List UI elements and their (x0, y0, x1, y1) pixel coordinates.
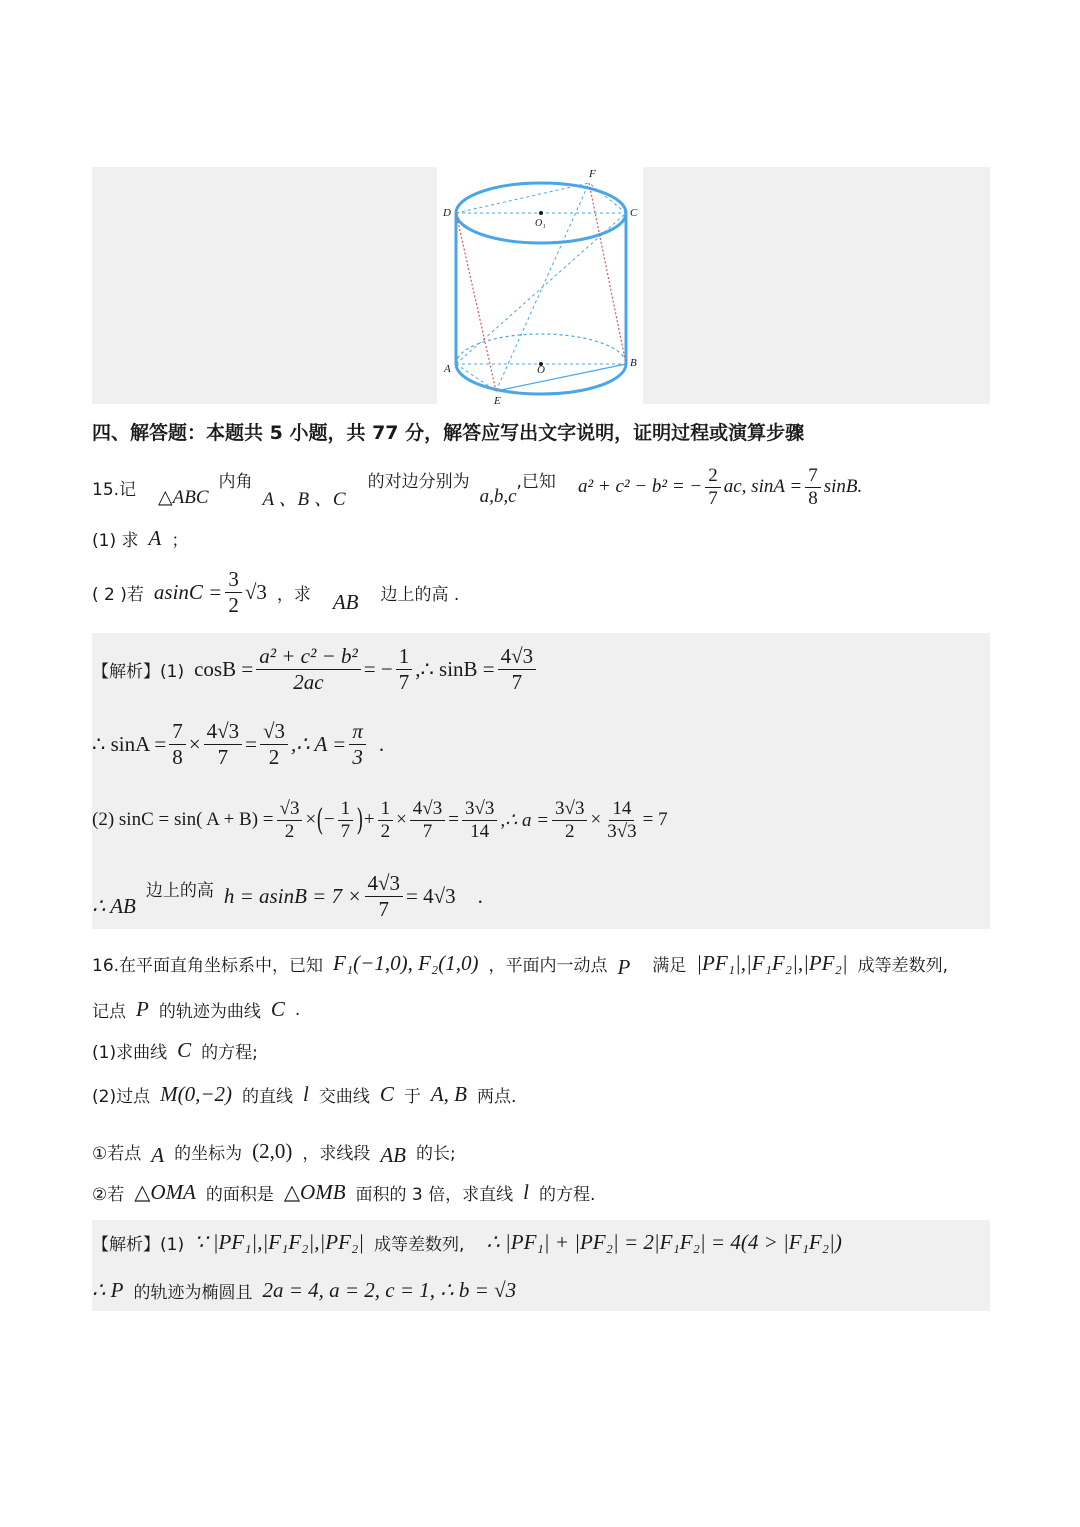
q16-sub2 (92, 1180, 595, 1205)
q16-s1b: 的坐标为 (174, 1143, 243, 1164)
sol15-frac-sinB: $\frac{4√3}{7}$ (498, 645, 537, 692)
q15-part2-label: ( 2 )若 (92, 584, 144, 605)
sol15-frac-7-8: $\frac{7}{8}$ (169, 720, 186, 767)
sol16-l1a: ∵ |PF₁|,|F₁F₂|,|PF₂| (194, 1229, 365, 1254)
q15-part1 (92, 526, 188, 551)
sol15-l4c: = 4√3 (406, 883, 456, 908)
sol15-l3-frac6: $\frac{3√3}{2}$ (552, 799, 587, 842)
q16-s2l: l (523, 1180, 529, 1204)
sol16-l2a: ∴ P (92, 1278, 124, 1302)
figure-right-panel (643, 167, 990, 404)
q16-seq: |PF₁|,|F₁F₂|,|PF₂| (696, 950, 848, 975)
q16-p2a: (2)过点 (92, 1087, 151, 1107)
sol15-l3-frac1: $\frac{√3}{2}$ (277, 799, 303, 842)
sol15-l3-frac7: $\frac{14}{3√3}$ (607, 797, 637, 842)
sol15-l3-rparen: ) (356, 802, 364, 838)
label-F: F (589, 168, 596, 180)
sol15-l3-plus: + (363, 809, 375, 830)
sol16-l1b: 成等差数列, (374, 1234, 465, 1255)
q16-l2a: 记点 (92, 1002, 126, 1022)
q16-l2c: C (270, 997, 285, 1021)
q16-p1a: (1)求曲线 (92, 1043, 168, 1063)
q16-l2end: . (294, 999, 301, 1020)
q16-part2 (92, 1082, 516, 1107)
q16-p2b: 的直线 (242, 1087, 293, 1107)
label-D: D (443, 207, 451, 219)
sol15-l3x: × (305, 809, 317, 830)
q16-p2e: 两点. (477, 1087, 517, 1107)
bottom-back-arc (456, 334, 626, 364)
figure-left-panel (92, 167, 437, 404)
sol16-l2b: 的轨迹为椭圆且 (133, 1283, 253, 1303)
q15-number: 15.记 (92, 479, 137, 500)
q15-text2: 的对边分别为 (367, 471, 470, 492)
q16-s2c: 面积的 3 倍，求直线 (355, 1185, 514, 1205)
q16-p: P (617, 954, 631, 979)
label-A: A (444, 363, 451, 375)
q16-p2l: l (303, 1082, 309, 1106)
sol15-l3-lparen: ( (316, 802, 324, 838)
sol15-l3a: (2) sinC = sin( A + B) = (92, 809, 274, 830)
label-E: E (494, 395, 501, 407)
sol15-frac-4r3-7: $\frac{4√3}{7}$ (204, 720, 243, 767)
q16-part1 (92, 1038, 258, 1063)
q16-s1pt: (2,0) (252, 1138, 293, 1163)
label-C: C (630, 207, 638, 219)
q15-part2-root: √3 (244, 579, 267, 604)
q15-frac-7-8: $\frac{7}{8}$ (805, 466, 821, 509)
sol15-l2end: . (378, 731, 385, 756)
q16-p1b: 的方程; (201, 1043, 258, 1063)
q15-eq-end: sinB. (823, 476, 863, 497)
sol15-l4b: h = asinB = 7 × (223, 883, 362, 908)
sol16-line1 (92, 1226, 842, 1258)
sol15-label: 【解析】(1) (92, 661, 185, 682)
q15-text3: ,已知 (516, 471, 556, 492)
q16-stem-line2 (92, 997, 300, 1022)
sol16-l1c: ∴ |PF₁| + |PF₂| = 2|F₁F₂| = 4(4 > |F₁F₂|) (486, 1229, 842, 1254)
cylinder-figure (437, 160, 643, 410)
q15-part2-frac: $\frac{3}{2}$ (225, 568, 242, 615)
q16-s2t2: △OMB (283, 1180, 346, 1204)
sol15-l4t: 边上的高 (145, 880, 214, 901)
q16-s1ab: AB (380, 1142, 406, 1167)
sol15-frac-pi-3: $\frac{\pi}{3}$ (349, 720, 366, 767)
q15-part2-end: 边上的高 . (380, 584, 460, 605)
sol15-l3x2: × (396, 809, 407, 830)
q15-part2-var: AB (332, 589, 359, 614)
sol15-line4 (92, 866, 483, 926)
sol15-frac-cosB: $\frac{\text{a² + c² − b²}}{2ac}$ (256, 645, 361, 692)
q16-text2: 满足 (652, 955, 687, 976)
sol15-l1c: ,∴ sinB = (415, 656, 495, 681)
q15-angles: A 、B 、C (262, 488, 346, 510)
q16-foci: F₁(−1,0), F₂(1,0) (333, 950, 479, 975)
sol15-l3b: ,∴ a = (500, 809, 550, 831)
sol15-l3-frac5: $\frac{3√3}{14}$ (462, 799, 497, 842)
sol15-l3-frac4: $\frac{4√3}{7}$ (410, 799, 445, 842)
q16-p2c: 交曲线 (318, 1087, 370, 1107)
q16-s1a: ①若点 (92, 1143, 142, 1164)
sol15-frac-r3-2: $\frac{√3}{2}$ (260, 720, 288, 767)
q15-sides: a,b,c (479, 486, 517, 507)
sol15-frac-1-7: $\frac{1}{7}$ (396, 645, 413, 692)
q16-text1: ，平面内一动点 (488, 955, 608, 976)
sol15-l1a: cosB = (194, 656, 254, 681)
sol15-line3 (92, 791, 668, 849)
label-O: O (537, 364, 545, 376)
q16-s1d: 的长; (415, 1143, 456, 1164)
sol15-l3x3: × (590, 809, 602, 830)
sol15-l2b: ,∴ A = (290, 731, 347, 756)
label-O1: O₁ (535, 218, 546, 229)
q16-text3: 成等差数列, (857, 955, 948, 976)
sol15-l2e: = (245, 731, 257, 756)
q16-p1c: C (177, 1038, 192, 1062)
q16-sub1 (92, 1134, 456, 1168)
q15-part1-var: A (148, 526, 162, 550)
q16-l2p: P (136, 997, 149, 1021)
sol16-label: 【解析】(1) (92, 1234, 185, 1255)
q16-s1A: A (151, 1142, 165, 1167)
label-B: B (630, 357, 637, 369)
q15-eq-mid: ac, sinA = (723, 476, 803, 497)
q16-number: 16.在平面直角坐标系中，已知 (92, 955, 324, 976)
q15-stem (92, 462, 862, 512)
q15-part2-text: ，求 (276, 584, 311, 605)
section-heading: 四、解答题：本题共 5 小题，共 77 分，解答应写出文字说明，证明过程或演算步骤 (92, 422, 805, 444)
q16-p2m: M(0,−2) (160, 1082, 232, 1106)
sol15-l1b: = − (363, 656, 393, 681)
q15-triangle: △ABC (158, 486, 209, 508)
q16-p2cc: C (379, 1082, 394, 1106)
sol15-l4end: . (477, 883, 483, 908)
q16-stem-line1 (92, 945, 948, 981)
q15-part1-label: (1) 求 (92, 531, 139, 551)
q15-part2 (92, 566, 459, 618)
sol15-l2x: × (188, 731, 201, 756)
q16-p2d: 于 (403, 1087, 421, 1107)
sol16-line2 (92, 1278, 516, 1303)
q16-p2ab: A, B (430, 1082, 468, 1106)
q16-s1c: ，求线段 (302, 1143, 371, 1164)
sol15-l3-frac3: $\frac{1}{2}$ (378, 799, 394, 842)
sol15-line2 (92, 716, 384, 772)
sol15-line1 (92, 640, 539, 698)
q16-l2b: 的轨迹为曲线 (158, 1002, 261, 1022)
sol15-l2a: ∴ sinA = (92, 731, 167, 756)
q16-s2t1: △OMA (134, 1180, 196, 1204)
sol15-l3e: = (448, 809, 459, 830)
sol16-l2c: 2a = 4, a = 2, c = 1, ∴ b = √3 (262, 1278, 517, 1302)
q15-frac-2-7: $\frac{2}{7}$ (705, 466, 721, 509)
sol15-l4-frac: $\frac{4√3}{7}$ (365, 872, 404, 919)
q15-eq-lhs: a² + c² − b² = − (577, 476, 703, 497)
q16-s2d: 的方程. (539, 1185, 596, 1205)
sol15-l4a: ∴ AB (92, 893, 136, 918)
sol15-l3-frac2: $\frac{1}{7}$ (338, 799, 354, 842)
q15-text1: 内角 (218, 471, 253, 492)
sol15-l3-minus: − (323, 809, 335, 830)
q15-part1-end: ； (171, 531, 189, 551)
q16-s2b: 的面积是 (205, 1185, 274, 1205)
sol15-l3c: = 7 (642, 809, 668, 830)
q16-s2a: ②若 (92, 1185, 125, 1205)
q15-part2-eq: asinC = (153, 579, 223, 604)
